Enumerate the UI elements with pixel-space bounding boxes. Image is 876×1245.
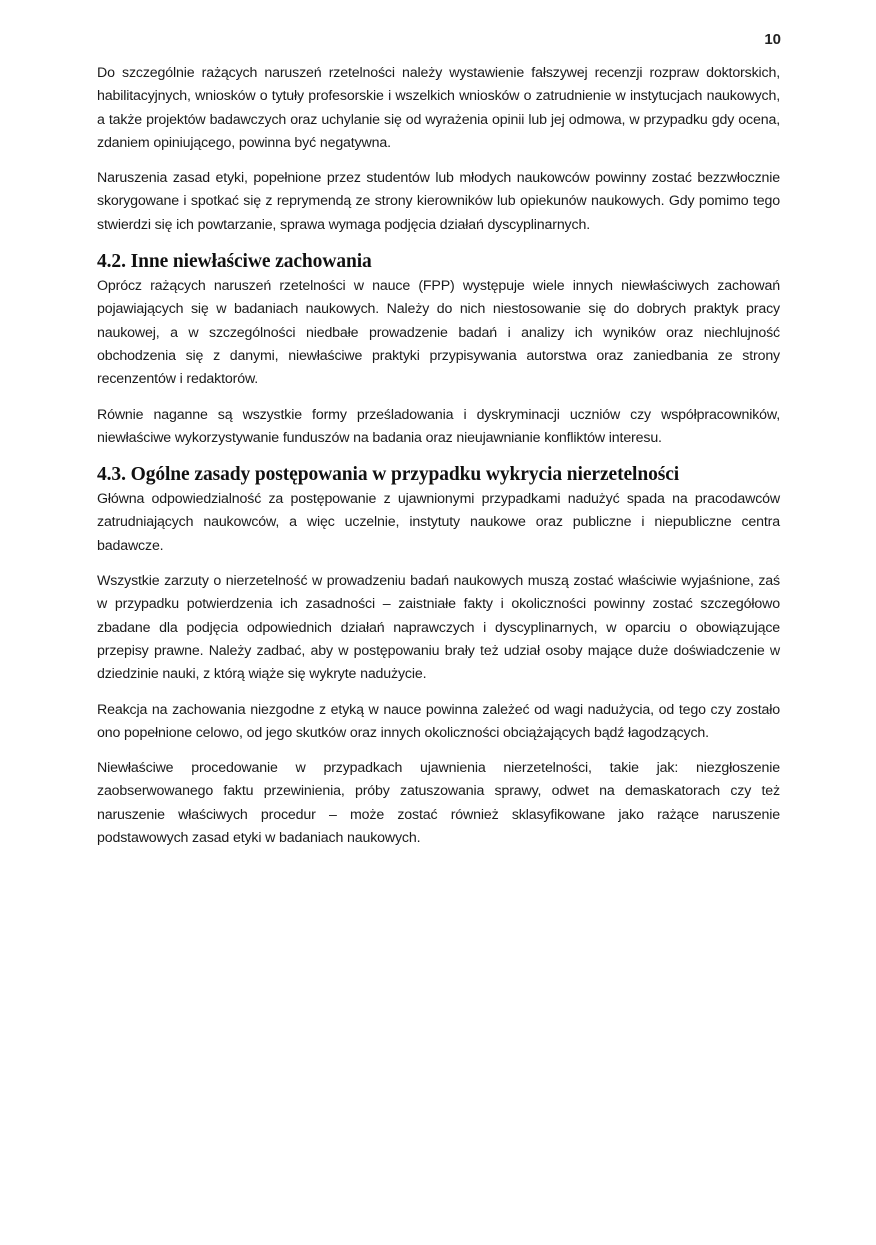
paragraph-other-misconduct: Oprócz rażących naruszeń rzetelności w nauce (FPP) występuje wiele innych niewłaściwych zachowań pojawiających się w badaniach naukowych. Należy do nich niestosowanie się do dobrych praktyk pracy naukowej, a w szczególności niedbałe prowadzenie badań i analizy ich wyników oraz niechlujność obchodzenia się z danymi, niewłaściwe praktyki przypisywania autorstwa oraz zaniedbania ze strony recenzentów i redaktorów. bbox=[97, 278, 780, 388]
paragraph-student-violations: Naruszenia zasad etyki, popełnione przez studentów lub młodych naukowców powinny zostać bezzwłocznie skorygowane i spotkać się z reprymendą ze strony kierowników lub opiekunów naukowych. Gdy pomimo tego stwierdzi się ich powtarzanie, sprawa wymaga podjęcia działań dyscyplinarnych. bbox=[97, 170, 780, 233]
paragraph-flagrant-violations: Do szczególnie rażących naruszeń rzetelności należy wystawienie fałszywej recenzji rozpraw doktorskich, habilitacyjnych, wniosków o tytuły profesorskie i wszelkich wniosków o zatrudnienie w instytucjach naukowych, a także projektów badawczych oraz uchylanie się od wyrażenia opinii lub jej odmowa, w przypadku gdy ocena, zdaniem opiniującego, powinna być negatywna. bbox=[97, 65, 780, 151]
section-4-2 bbox=[97, 249, 780, 450]
paragraph-allegations: Wszystkie zarzuty o nierzetelność w prowadzeniu badań naukowych muszą zostać właściwie wyjaśnione, zaś w przypadku potwierdzenia ich zasadności – zaistniałe fakty i okoliczności powinny zostać szczegółowo zbadane dla podjęcia odpowiednich działań naprawczych i dyscyplinarnych, w oparciu o obowiązujące przepisy prawne. Należy zadbać, aby w postępowaniu brały też udział osoby mające duże doświadczenie w dziedzinie nauki, z którą wiąże się wykryte nadużycie. bbox=[97, 573, 780, 683]
section-heading-4-2: 4.2. Inne niewłaściwe zachowania bbox=[97, 251, 372, 273]
document-body bbox=[97, 62, 780, 862]
paragraph-improper-procedure: Niewłaściwe procedowanie w przypadkach ujawnienia nierzetelności, takie jak: niezgłoszenie zaobserwowanego faktu przewinienia, próby zatuszowania sprawy, odwet na demaskatorach czy też naruszenie właściwych procedur – może zostać również sklasyfikowane jako rażące naruszenie podstawowych zasad etyki w badaniach naukowych. bbox=[97, 760, 780, 847]
section-4-3 bbox=[97, 462, 780, 850]
paragraph-reaction: Reakcja na zachowania niezgodne z etyką w nauce powinna zależeć od wagi nadużycia, od tego czy zostało ono popełnione celowo, od jego skutków oraz innych okoliczności obciążających bądź łagodzących. bbox=[97, 701, 780, 741]
page-number: 10 bbox=[764, 31, 781, 48]
paragraph-responsibility: Główna odpowiedzialność za postępowanie z ujawnionymi przypadkami nadużyć spada na pracodawców zatrudniających naukowców, a więc uczelnie, instytuty naukowe oraz publiczne i niepubliczne centra badawcze. bbox=[97, 491, 780, 554]
section-heading-4-3: 4.3. Ogólne zasady postępowania w przypadku wykrycia nierzetelności bbox=[97, 464, 680, 486]
paragraph-harassment: Równie naganne są wszystkie formy prześladowania i dyskryminacji uczniów czy współpracowników, niewłaściwe wykorzystywanie funduszów na badania oraz nieujawnianie konfliktów interesu. bbox=[97, 406, 780, 446]
